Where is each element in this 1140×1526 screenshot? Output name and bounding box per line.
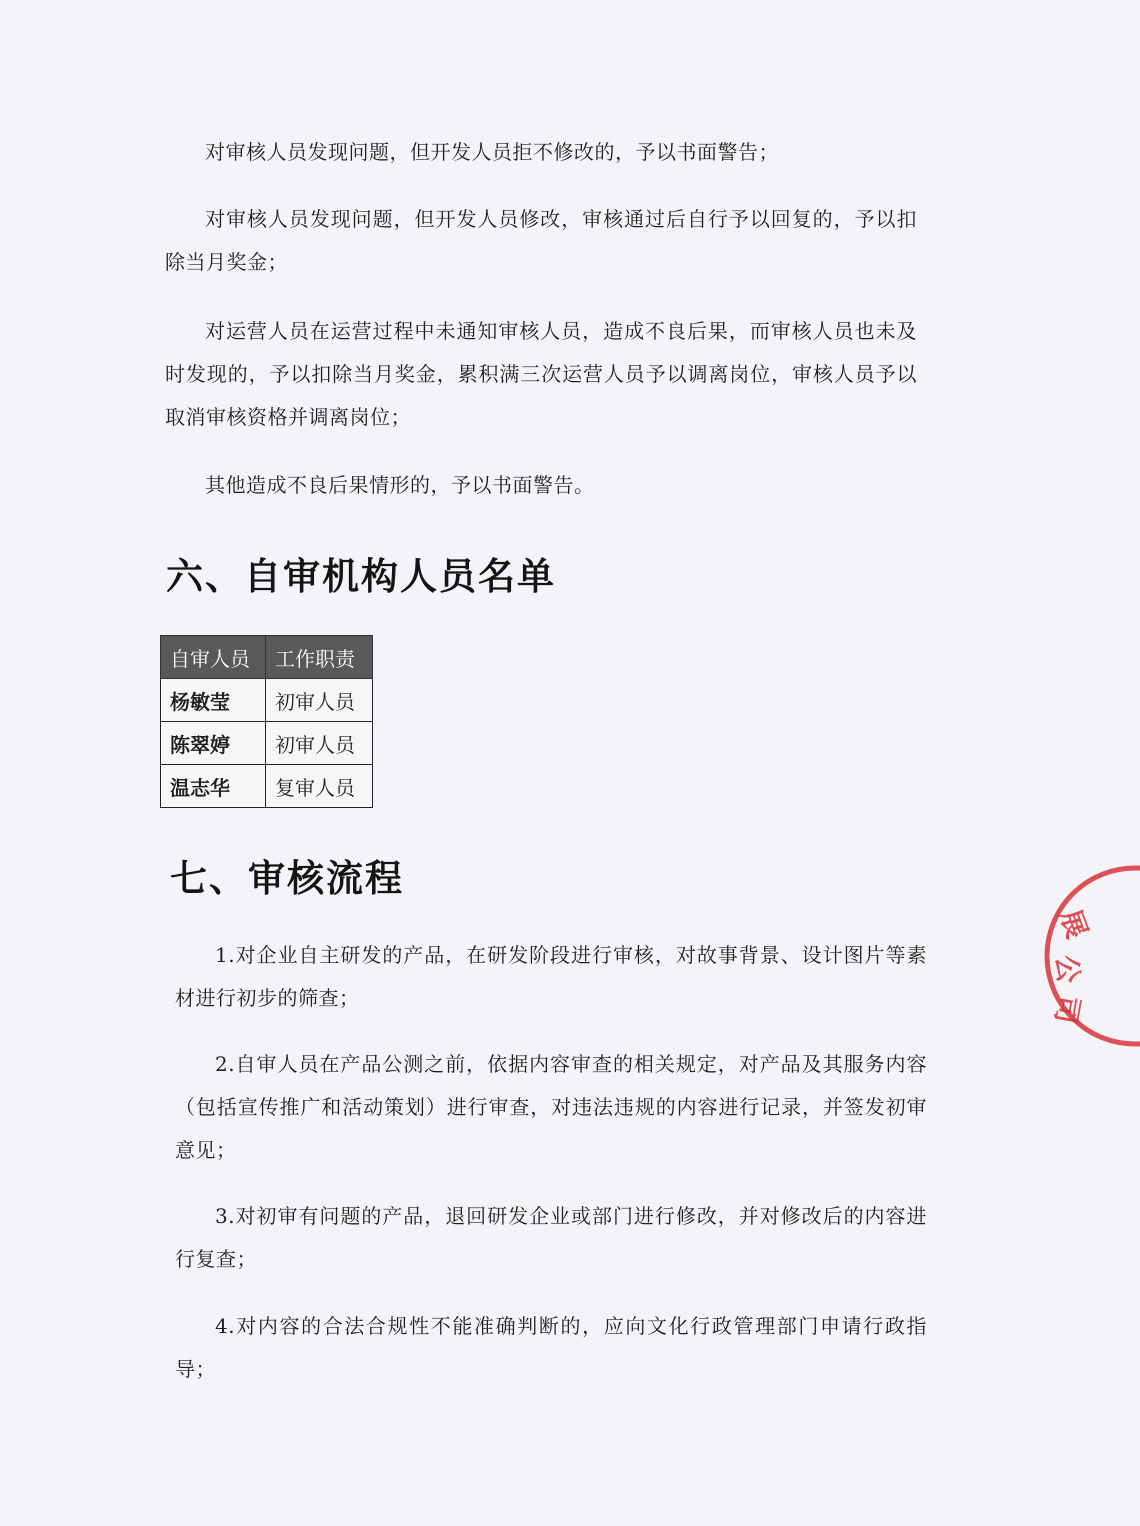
header-duty: 工作职责 — [266, 636, 373, 679]
section-7-title: 七、审核流程 — [170, 857, 404, 900]
seal-stamp-icon — [1030, 858, 1140, 1058]
paragraph-refuse-modify: 对审核人员发现问题，但开发人员拒不修改的，予以书面警告； — [205, 140, 779, 164]
paragraph-operator-notify: 对运营人员在运营过程中未通知审核人员，造成不良后果，而审核人员也未及时发现的，予以扣除当月奖金，累积满三次运营人员予以调离岗位，审核人员予以取消审核资格并调离岗位； — [165, 319, 917, 429]
process-step-4: 4.对内容的合法合规性不能准确判断的，应向文化行政管理部门申请行政指导； — [175, 1314, 927, 1381]
table-row — [161, 722, 373, 765]
table-header-row — [161, 636, 373, 679]
svg-text:公: 公 — [1049, 953, 1086, 985]
process-step-1: 1.对企业自主研发的产品，在研发阶段进行审核，对故事背景、设计图片等素材进行初步的筛查； — [175, 943, 927, 1010]
svg-text:司: 司 — [1048, 992, 1087, 1027]
table-row — [161, 679, 373, 722]
paragraph-modify-reply: 对审核人员发现问题，但开发人员修改，审核通过后自行予以回复的，予以扣除当月奖金； — [165, 207, 917, 274]
staff-role: 复审人员 — [266, 765, 373, 808]
staff-name: 杨敏莹 — [161, 679, 266, 722]
staff-role: 初审人员 — [266, 722, 373, 765]
staff-table — [160, 635, 373, 808]
company-seal — [1030, 858, 1140, 1058]
paragraph-other-cases: 其他造成不良后果情形的，予以书面警告。 — [205, 473, 595, 497]
svg-text:展: 展 — [1053, 905, 1094, 943]
process-step-2: 2.自审人员在产品公测之前，依据内容审查的相关规定，对产品及其服务内容（包括宣传推广和活动策划）进行审查，对违法违规的内容进行记录，并签发初审意见； — [175, 1052, 927, 1162]
staff-name: 陈翠婷 — [161, 722, 266, 765]
section-6-title: 六、自审机构人员名单 — [166, 555, 556, 598]
staff-role: 初审人员 — [266, 679, 373, 722]
header-staff: 自审人员 — [161, 636, 266, 679]
process-step-3: 3.对初审有问题的产品，退回研发企业或部门进行修改，并对修改后的内容进行复查； — [175, 1204, 927, 1271]
staff-name: 温志华 — [161, 765, 266, 808]
table-row — [161, 765, 373, 808]
